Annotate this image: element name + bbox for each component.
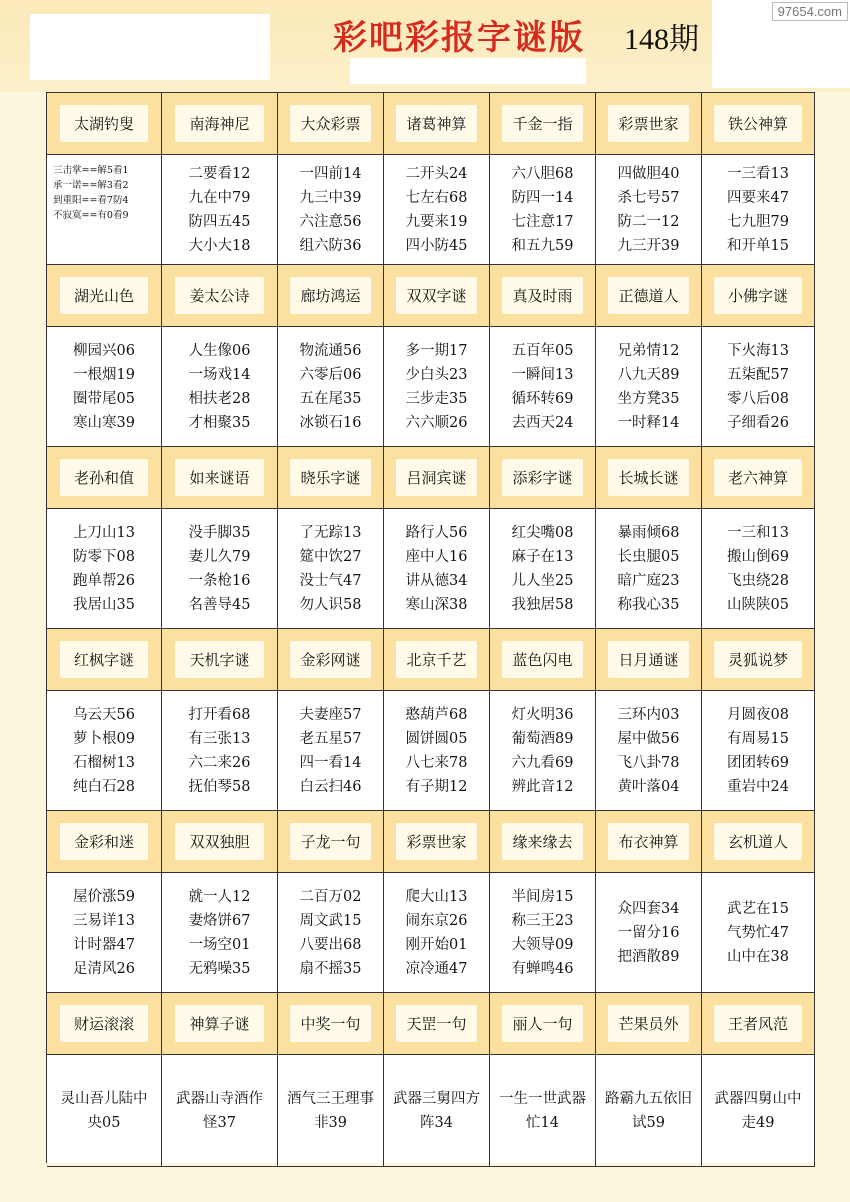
riddle-line: 九三开39 [617,237,680,254]
riddle-cell [162,155,278,265]
column-header-cell [278,811,384,873]
riddle-line: 屋价涨59 [73,888,135,905]
column-header-label: 晓乐字谜 [290,459,372,496]
column-header-cell [702,993,815,1055]
riddle-line: 计时器47 [73,936,135,953]
riddle-line: 四小防45 [405,237,468,254]
column-header-cell [162,447,278,509]
riddle-line: 四要来47 [727,189,789,206]
riddle-line: 三步走35 [405,390,468,407]
riddle-line: 团团转69 [727,754,789,771]
column-header-label: 财运滚滚 [60,1005,149,1042]
riddle-line: 三易详13 [73,912,135,929]
column-header-label: 长城长谜 [608,459,690,496]
column-header-label: 芒果员外 [608,1005,690,1042]
column-header-cell [702,811,815,873]
riddle-line: 座中人16 [405,548,468,565]
riddle-line: 防二一12 [617,213,680,230]
riddle-line: 搬山倒69 [727,548,789,565]
riddle-line: 就一人12 [188,888,251,905]
riddle-cell [702,327,815,447]
riddle-line: 暗广庭23 [617,572,680,589]
riddle-cell [596,1055,702,1167]
column-header-cell [702,265,815,327]
riddle-line: 才相聚35 [188,414,251,431]
column-header-label: 日月通谜 [608,641,690,678]
riddle-cell [490,873,596,993]
riddle-line: 勿人识58 [299,596,362,613]
riddle-cell [162,873,278,993]
column-header-label: 子龙一句 [290,823,372,860]
riddle-line: 有周易15 [727,730,789,747]
riddle-line: 到重阳==看7防4 [53,195,129,206]
riddle-line: 九在中79 [188,189,251,206]
riddle-line: 称我心35 [617,596,680,613]
column-header-cell [47,629,162,691]
column-header-label: 彩票世家 [608,105,690,142]
column-header-label: 双双独胆 [175,823,265,860]
riddle-line: 有子期12 [405,778,468,795]
column-header-cell [278,265,384,327]
column-header-label: 双双字谜 [396,277,478,314]
column-header-cell [47,265,162,327]
riddle-line: 爬大山13 [405,888,468,905]
riddle-line: 四一看14 [299,754,362,771]
riddle-line: 试59 [632,1114,665,1131]
riddle-cell [596,691,702,811]
riddle-cell [384,327,490,447]
riddle-line: 没手脚35 [188,524,251,541]
riddle-line: 灵山吾儿陆中 [60,1090,148,1107]
riddle-line: 一场戏14 [188,366,251,383]
riddle-line: 葡萄酒89 [511,730,574,747]
column-header-label: 姜太公诗 [175,277,265,314]
column-header-label: 廊坊鸿运 [290,277,372,314]
column-header-cell [384,265,490,327]
riddle-line: 八七来78 [405,754,468,771]
riddle-line: 杀七号57 [617,189,680,206]
riddle-line: 寒山深38 [405,596,468,613]
column-header-cell [162,93,278,155]
riddle-line: 萝卜根09 [73,730,135,747]
riddle-line: 六注意56 [299,213,362,230]
riddle-line: 三击掌==解5看1 [53,165,129,176]
riddle-cell [596,327,702,447]
riddle-line: 跑单帮26 [73,572,135,589]
riddle-line: 把酒散89 [617,948,680,965]
riddle-line: 一三和13 [727,524,789,541]
column-header-cell [702,447,815,509]
riddle-line: 五百年05 [511,342,574,359]
riddle-line: 有三张13 [188,730,251,747]
riddle-line: 有蝉鸣46 [511,960,574,977]
riddle-line: 一条枪16 [188,572,251,589]
riddle-line: 石榴树13 [73,754,135,771]
riddle-cell [162,327,278,447]
riddle-cell [490,155,596,265]
riddle-line: 阵34 [420,1114,453,1131]
riddle-line: 一四前14 [299,165,362,182]
riddle-line: 六零后06 [299,366,362,383]
riddle-line: 半间房15 [511,888,574,905]
riddle-cell [278,509,384,629]
riddle-line: 麻子在13 [511,548,574,565]
riddle-cell [384,155,490,265]
riddle-cell [47,1055,162,1167]
riddle-line: 纯白石28 [73,778,135,795]
riddle-line: 飞虫绕28 [727,572,789,589]
riddle-table [46,92,815,1163]
riddle-cell [278,873,384,993]
riddle-line: 下火海13 [727,342,789,359]
riddle-line: 乌云天56 [73,706,135,723]
blank-patch [30,14,270,80]
riddle-line: 我独居58 [511,596,574,613]
column-header-cell [162,265,278,327]
riddle-line: 一瞬间13 [511,366,574,383]
riddle-line: 一三看13 [727,165,789,182]
riddle-line: 一场空01 [188,936,251,953]
riddle-line: 抚伯琴58 [188,778,251,795]
riddle-line: 非39 [314,1114,347,1131]
column-header-cell [596,93,702,155]
column-header-cell [490,265,596,327]
riddle-cell [702,155,815,265]
column-header-cell [162,629,278,691]
riddle-line: 长虫腿05 [617,548,680,565]
riddle-line: 三环内03 [617,706,680,723]
column-header-label: 神算子谜 [175,1005,265,1042]
riddle-cell [47,691,162,811]
column-header-cell [596,811,702,873]
column-header-cell [384,993,490,1055]
column-header-cell [596,265,702,327]
column-header-label: 大众彩票 [290,105,372,142]
riddle-line: 走49 [741,1114,775,1131]
column-header-cell [490,93,596,155]
riddle-line: 忙14 [526,1114,559,1131]
riddle-line: 山中在38 [727,948,789,965]
riddle-cell [47,509,162,629]
riddle-line: 六二来26 [188,754,251,771]
riddle-cell [596,873,702,993]
riddle-line: 打开看68 [188,706,251,723]
riddle-cell [278,691,384,811]
riddle-cell [490,1055,596,1167]
riddle-line: 路霸九五依旧 [605,1090,692,1107]
column-header-label: 老孙和值 [60,459,149,496]
riddle-cell [47,327,162,447]
column-header-cell [384,447,490,509]
riddle-line: 武器山寺酒作 [176,1090,263,1107]
column-header-label: 千金一指 [502,105,584,142]
riddle-line: 暴雨倾68 [617,524,680,541]
riddle-line: 圆饼圆05 [405,730,468,747]
column-header-cell [490,993,596,1055]
column-header-cell [384,629,490,691]
column-header-cell [47,811,162,873]
column-header-label: 缘来缘去 [502,823,584,860]
riddle-line: 和开单15 [727,237,789,254]
riddle-line: 上刀山13 [73,524,135,541]
column-header-label: 彩票世家 [396,823,478,860]
column-header-label: 太湖钓叟 [60,105,149,142]
riddle-line: 柳园兴06 [73,342,135,359]
riddle-line: 一时释14 [617,414,680,431]
riddle-cell [278,327,384,447]
riddle-line: 黄叶落04 [617,778,680,795]
column-header-cell [702,93,815,155]
riddle-line: 寒山寒39 [73,414,135,431]
riddle-line: 没士气47 [299,572,362,589]
riddle-line: 我居山35 [73,596,135,613]
riddle-line: 冰锁石16 [299,414,362,431]
riddle-line: 循环转69 [511,390,574,407]
column-header-label: 诸葛神算 [396,105,478,142]
riddle-line: 酒气三王理事 [287,1090,374,1107]
riddle-line: 相扶老28 [188,390,251,407]
riddle-line: 一根烟19 [73,366,135,383]
riddle-line: 兄弟情12 [617,342,680,359]
column-header-label: 红枫字谜 [60,641,149,678]
riddle-cell [702,691,815,811]
riddle-line: 讲从德34 [405,572,468,589]
riddle-line: 憨葫芦68 [405,706,468,723]
riddle-line: 九三中39 [299,189,362,206]
riddle-line: 六六顺26 [405,414,468,431]
column-header-label: 丽人一句 [502,1005,584,1042]
riddle-line: 无鸦噪35 [188,960,251,977]
column-header-label: 南海神尼 [175,105,265,142]
riddle-line: 称三王23 [511,912,574,929]
column-header-label: 铁公神算 [714,105,801,142]
riddle-line: 气势忙47 [727,924,789,941]
column-header-cell [278,93,384,155]
riddle-line: 闹东京26 [405,912,468,929]
column-header-cell [702,629,815,691]
riddle-cell [596,155,702,265]
riddle-line: 妻烙饼67 [188,912,251,929]
site-watermark: 97654.com [772,2,848,21]
riddle-line: 夫妻座57 [299,706,362,723]
blank-patch [350,58,586,84]
riddle-line: 八要出68 [299,936,362,953]
column-header-cell [596,629,702,691]
riddle-cell [384,691,490,811]
column-header-label: 灵狐说梦 [714,641,801,678]
riddle-line: 一生一世武器 [499,1090,586,1107]
riddle-line: 大领导09 [511,936,574,953]
riddle-line: 武器四舅山中 [714,1090,802,1107]
riddle-line: 老五星57 [299,730,362,747]
riddle-line: 组六防36 [299,237,362,254]
riddle-line: 刚开始01 [405,936,468,953]
riddle-line: 物流通56 [299,342,362,359]
riddle-line: 防四五45 [188,213,251,230]
riddle-line: 儿人坐25 [511,572,574,589]
column-header-label: 真及时雨 [502,277,584,314]
riddle-cell [162,691,278,811]
riddle-line: 坐方凳35 [617,390,680,407]
column-header-cell [596,993,702,1055]
riddle-cell [162,1055,278,1167]
riddle-line: 四做胆40 [617,165,680,182]
column-header-cell [278,993,384,1055]
column-header-label: 天机字谜 [175,641,265,678]
riddle-line: 九要来19 [405,213,468,230]
riddle-cell [384,1055,490,1167]
riddle-line: 路行人56 [405,524,468,541]
riddle-line: 飞八卦78 [617,754,680,771]
column-header-label: 金彩网谜 [290,641,372,678]
riddle-line: 央05 [87,1114,121,1131]
riddle-line: 八九天89 [617,366,680,383]
column-header-label: 北京千艺 [396,641,478,678]
riddle-line: 扇不摇35 [299,960,362,977]
riddle-line: 七九胆79 [727,213,789,230]
riddle-line: 五在尾35 [299,390,362,407]
riddle-line: 圈带尾05 [73,390,135,407]
column-header-cell [384,93,490,155]
column-header-label: 王者风范 [714,1005,801,1042]
riddle-line: 屋中做56 [617,730,680,747]
column-header-label: 蓝色闪电 [502,641,584,678]
column-header-label: 小佛字谜 [714,277,801,314]
column-header-cell [162,993,278,1055]
riddle-line: 妻儿久79 [188,548,251,565]
riddle-line: 筵中饮27 [299,548,362,565]
column-header-label: 老六神算 [714,459,801,496]
riddle-line: 五柒配57 [727,366,789,383]
riddle-line: 二开头24 [405,165,468,182]
riddle-line: 去西天24 [511,414,574,431]
riddle-line: 一留分16 [617,924,680,941]
column-header-cell [278,629,384,691]
riddle-line: 不寂寞==有0看9 [53,210,129,221]
riddle-line: 了无踪13 [299,524,362,541]
column-header-label: 布衣神算 [608,823,690,860]
column-header-label: 吕洞宾谜 [396,459,478,496]
riddle-line: 承一诺==解3看2 [53,180,129,191]
riddle-line: 红尖嘴08 [511,524,574,541]
riddle-cell [702,509,815,629]
column-header-label: 添彩字谜 [502,459,584,496]
riddle-cell [278,1055,384,1167]
column-header-label: 中奖一句 [290,1005,372,1042]
column-header-label: 天罡一句 [396,1005,478,1042]
column-header-label: 湖光山色 [60,277,149,314]
riddle-cell [490,691,596,811]
riddle-line: 人生像06 [188,342,251,359]
riddle-line: 足清风26 [73,960,135,977]
riddle-line: 少白头23 [405,366,468,383]
riddle-line: 二百万02 [299,888,362,905]
issue-number: 148期 [624,23,699,56]
column-header-cell [278,447,384,509]
riddle-line: 周文武15 [299,912,362,929]
riddle-cell [596,509,702,629]
column-header-label: 如来谜语 [175,459,265,496]
riddle-line: 六八胆68 [511,165,574,182]
riddle-line: 重岩中24 [727,778,789,795]
riddle-line: 防四一14 [511,189,574,206]
riddle-line: 零八后08 [727,390,789,407]
riddle-cell [702,873,815,993]
riddle-line: 怪37 [203,1114,236,1131]
riddle-cell [384,509,490,629]
riddle-line: 七注意17 [511,213,574,230]
riddle-line: 名善导45 [188,596,251,613]
page-title: 彩吧彩报字谜版 [333,18,585,58]
riddle-line: 二要看12 [188,165,251,182]
column-header-cell [47,447,162,509]
column-header-cell [47,93,162,155]
column-header-label: 金彩和迷 [60,823,149,860]
riddle-line: 六九看69 [511,754,574,771]
riddle-line: 武艺在15 [727,900,789,917]
column-header-cell [384,811,490,873]
riddle-line: 防零下08 [73,548,135,565]
riddle-line: 灯火明36 [511,706,574,723]
riddle-line: 山陕陕05 [727,596,789,613]
riddle-cell [384,873,490,993]
riddle-line: 武器三舅四方 [393,1090,480,1107]
riddle-cell [162,509,278,629]
riddle-line: 白云扫46 [299,778,362,795]
riddle-cell [490,509,596,629]
riddle-cell [47,873,162,993]
column-header-cell [47,993,162,1055]
riddle-line: 多一期17 [405,342,468,359]
column-header-cell [490,447,596,509]
riddle-line: 大小大18 [188,237,251,254]
riddle-cell [490,327,596,447]
riddle-line: 月圆夜08 [727,706,789,723]
riddle-line: 众四套34 [617,900,680,917]
column-header-label: 玄机道人 [714,823,801,860]
column-header-cell [162,811,278,873]
column-header-cell [596,447,702,509]
riddle-line: 凉冷通47 [405,960,468,977]
riddle-line: 和五九59 [511,237,574,254]
column-header-cell [490,811,596,873]
riddle-line: 辨此音12 [511,778,574,795]
column-header-cell [490,629,596,691]
riddle-cell [702,1055,815,1167]
column-header-label: 正德道人 [608,277,690,314]
riddle-cell [278,155,384,265]
riddle-line: 七左右68 [405,189,468,206]
riddle-cell [47,155,162,265]
riddle-line: 子细看26 [727,414,789,431]
